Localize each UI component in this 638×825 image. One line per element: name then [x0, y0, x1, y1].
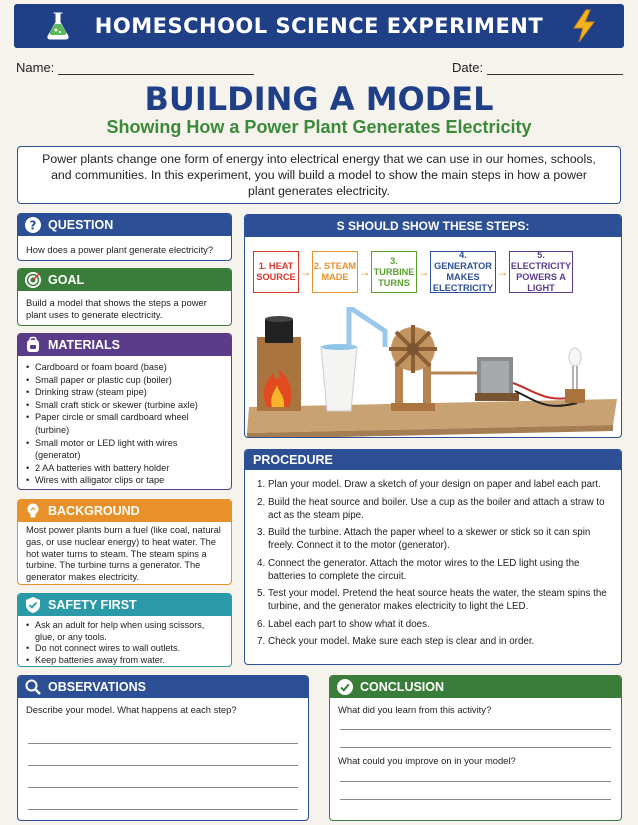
procedure-step-text: Connect the generator. Attach the motor wires to the LED light using the batteries to complete the circuit.	[268, 557, 580, 582]
observations-header	[18, 676, 308, 698]
target-icon	[24, 271, 42, 289]
question-header	[18, 214, 231, 236]
date-line[interactable]	[487, 63, 623, 75]
materials-list	[26, 361, 223, 490]
materials-item: • Paper circle or small cardboard wheel (turbine)	[26, 411, 223, 436]
procedure-step-number: 2.	[257, 496, 266, 508]
goal-heading: GOAL	[48, 273, 85, 287]
page-subtitle: Showing How a Power Plant Generates Electricity	[106, 117, 532, 137]
date-field[interactable]	[452, 60, 623, 75]
materials-item: • Wires with alligator clips or tape	[26, 474, 223, 487]
flow-step-box: 1. HEAT SOURCE	[253, 251, 299, 293]
materials-item: • 2 AA batteries with battery holder	[26, 462, 223, 475]
safety-item: • Do not connect wires to wall outlets.	[26, 643, 223, 655]
procedure-list	[245, 470, 621, 648]
question-card	[17, 213, 232, 261]
safety-card	[17, 593, 232, 667]
intro-box: Power plants change one form of energy into electrical energy that we can use in our homes, schools, and communities. In this experiment, you will build a model to show the main steps in how a power plant generates electricity.	[17, 146, 621, 204]
flow-step-box: 4. GENERATOR MAKES ELECTRICITY	[430, 251, 496, 293]
check-circle-icon	[336, 678, 354, 696]
procedure-step-text: Test your model. Pretend the heat source heats the water, the steam spins the turbine, and the generator makes electricity to light the LED.	[268, 588, 607, 612]
name-line[interactable]	[58, 63, 254, 75]
procedure-step	[257, 478, 609, 491]
procedure-step-text: Label each part to show what it does.	[268, 618, 430, 630]
procedure-step-number: 7.	[257, 636, 266, 647]
question-icon	[24, 216, 42, 234]
steps-panel	[244, 214, 622, 438]
procedure-step	[257, 557, 609, 583]
safety-heading: SAFETY FIRST	[48, 598, 137, 612]
flow-step-box: 2. STEAM MADE	[312, 251, 358, 293]
procedure-step	[257, 496, 609, 522]
flow-arrow-icon: →	[496, 265, 509, 279]
procedure-step-number: 3.	[257, 527, 266, 538]
materials-item: • Drinking straw (steam pipe)	[26, 386, 223, 399]
materials-header	[18, 334, 231, 356]
background-card	[17, 499, 232, 585]
procedure-step	[257, 618, 609, 631]
backpack-icon	[24, 336, 42, 354]
observations-prompt: Describe your model. What happens at each step?	[26, 704, 237, 715]
materials-item: • Cardboard or foam board (base)	[26, 361, 223, 374]
procedure-step	[257, 526, 609, 552]
flow-step-box: 5. ELECTRICITY POWERS A LIGHT	[510, 250, 572, 293]
steps-heading: S SHOULD SHOW THESE STEPS:	[245, 215, 621, 237]
answer-line[interactable]	[340, 722, 611, 730]
page-title: BUILDING A MODEL	[144, 80, 494, 118]
procedure-step-number: 4.	[257, 557, 266, 569]
procedure-step-text: Check your model. Make sure each step is clear and in order.	[268, 636, 535, 647]
materials-body	[18, 356, 231, 490]
safety-list	[26, 620, 223, 666]
conclusion-prompt-2: What could you improve on in your model?	[338, 755, 516, 767]
date-label: Date:	[452, 60, 484, 75]
goal-text: Build a model that shows the steps a power plant uses to generate electricity.	[26, 297, 207, 321]
procedure-card	[244, 449, 622, 665]
safety-body	[18, 616, 231, 667]
flask-icon	[40, 8, 76, 44]
safety-item: • Ask an adult for help when using scissors, glue, or any tools.	[26, 620, 223, 643]
lightbulb-icon	[24, 502, 42, 520]
answer-line[interactable]	[28, 766, 298, 788]
background-header	[18, 500, 231, 522]
magnifier-icon	[24, 678, 42, 696]
procedure-step-number: 5.	[257, 588, 266, 599]
svg-text:?: ?	[29, 218, 37, 233]
page-header-title: HOMESCHOOL SCIENCE EXPERIMENT	[94, 14, 544, 38]
steps-flow	[253, 251, 573, 293]
materials-card	[17, 333, 232, 490]
observations-heading: OBSERVATIONS	[48, 680, 146, 694]
answer-line[interactable]	[340, 782, 611, 800]
power-plant-model-image	[245, 307, 622, 438]
materials-item	[26, 487, 223, 490]
answer-line[interactable]	[28, 788, 298, 810]
name-label: Name:	[16, 60, 55, 75]
procedure-step	[257, 635, 609, 648]
answer-line[interactable]	[340, 730, 611, 748]
conclusion-header	[330, 676, 621, 698]
name-field[interactable]	[16, 60, 254, 75]
procedure-step	[257, 587, 609, 613]
goal-header	[18, 269, 231, 291]
goal-card	[17, 268, 232, 326]
materials-item: • Small paper or plastic cup (boiler)	[26, 374, 223, 387]
procedure-step-text: Build the turbine. Attach the paper wheel to a skewer or stick so it can spin freely. Connect it to the motor (generator).	[268, 527, 591, 551]
safety-item: • Keep batteries away from water.	[26, 655, 223, 667]
lightning-bolt-icon	[566, 8, 602, 44]
background-text: Most power plants burn a fuel (like coal, natural gas, or use nuclear energy) to heat water. The hot water turns to steam. The steam spins a turbine. The turbine turns a generator. The generator makes electricity.	[26, 525, 221, 583]
flow-arrow-icon: →	[358, 265, 371, 279]
conclusion-heading: CONCLUSION	[360, 680, 445, 694]
shield-check-icon	[24, 596, 42, 614]
question-heading: QUESTION	[48, 218, 114, 232]
flow-arrow-icon: →	[299, 265, 312, 279]
question-text: How does a power plant generate electricity?	[26, 244, 214, 255]
flow-arrow-icon: →	[417, 265, 430, 279]
conclusion-card	[329, 675, 622, 821]
answer-line[interactable]	[28, 744, 298, 766]
background-heading: BACKGROUND	[48, 504, 140, 518]
procedure-step-text: Plan your model. Draw a sketch of your design on paper and label each part.	[268, 479, 601, 490]
procedure-step-text: Build the heat source and boiler. Use a cup as the boiler and attach a straw to act as the steam pipe.	[268, 496, 605, 521]
materials-heading: MATERIALS	[48, 338, 120, 352]
flow-step-box: 3. TURBINE TURNS	[371, 251, 417, 293]
observations-card	[17, 675, 309, 821]
procedure-heading: PROCEDURE	[245, 450, 621, 470]
procedure-step-number: 1.	[257, 479, 266, 490]
materials-item: • Small motor or LED light with wires (generator)	[26, 437, 223, 462]
safety-header	[18, 594, 231, 616]
answer-line[interactable]	[28, 722, 298, 744]
procedure-step-number: 6.	[257, 618, 266, 630]
header-banner	[14, 4, 624, 48]
conclusion-prompt-1: What did you learn from this activity?	[338, 704, 492, 715]
materials-item: • Small craft stick or skewer (turbine axle)	[26, 399, 223, 412]
answer-line[interactable]	[340, 774, 611, 782]
